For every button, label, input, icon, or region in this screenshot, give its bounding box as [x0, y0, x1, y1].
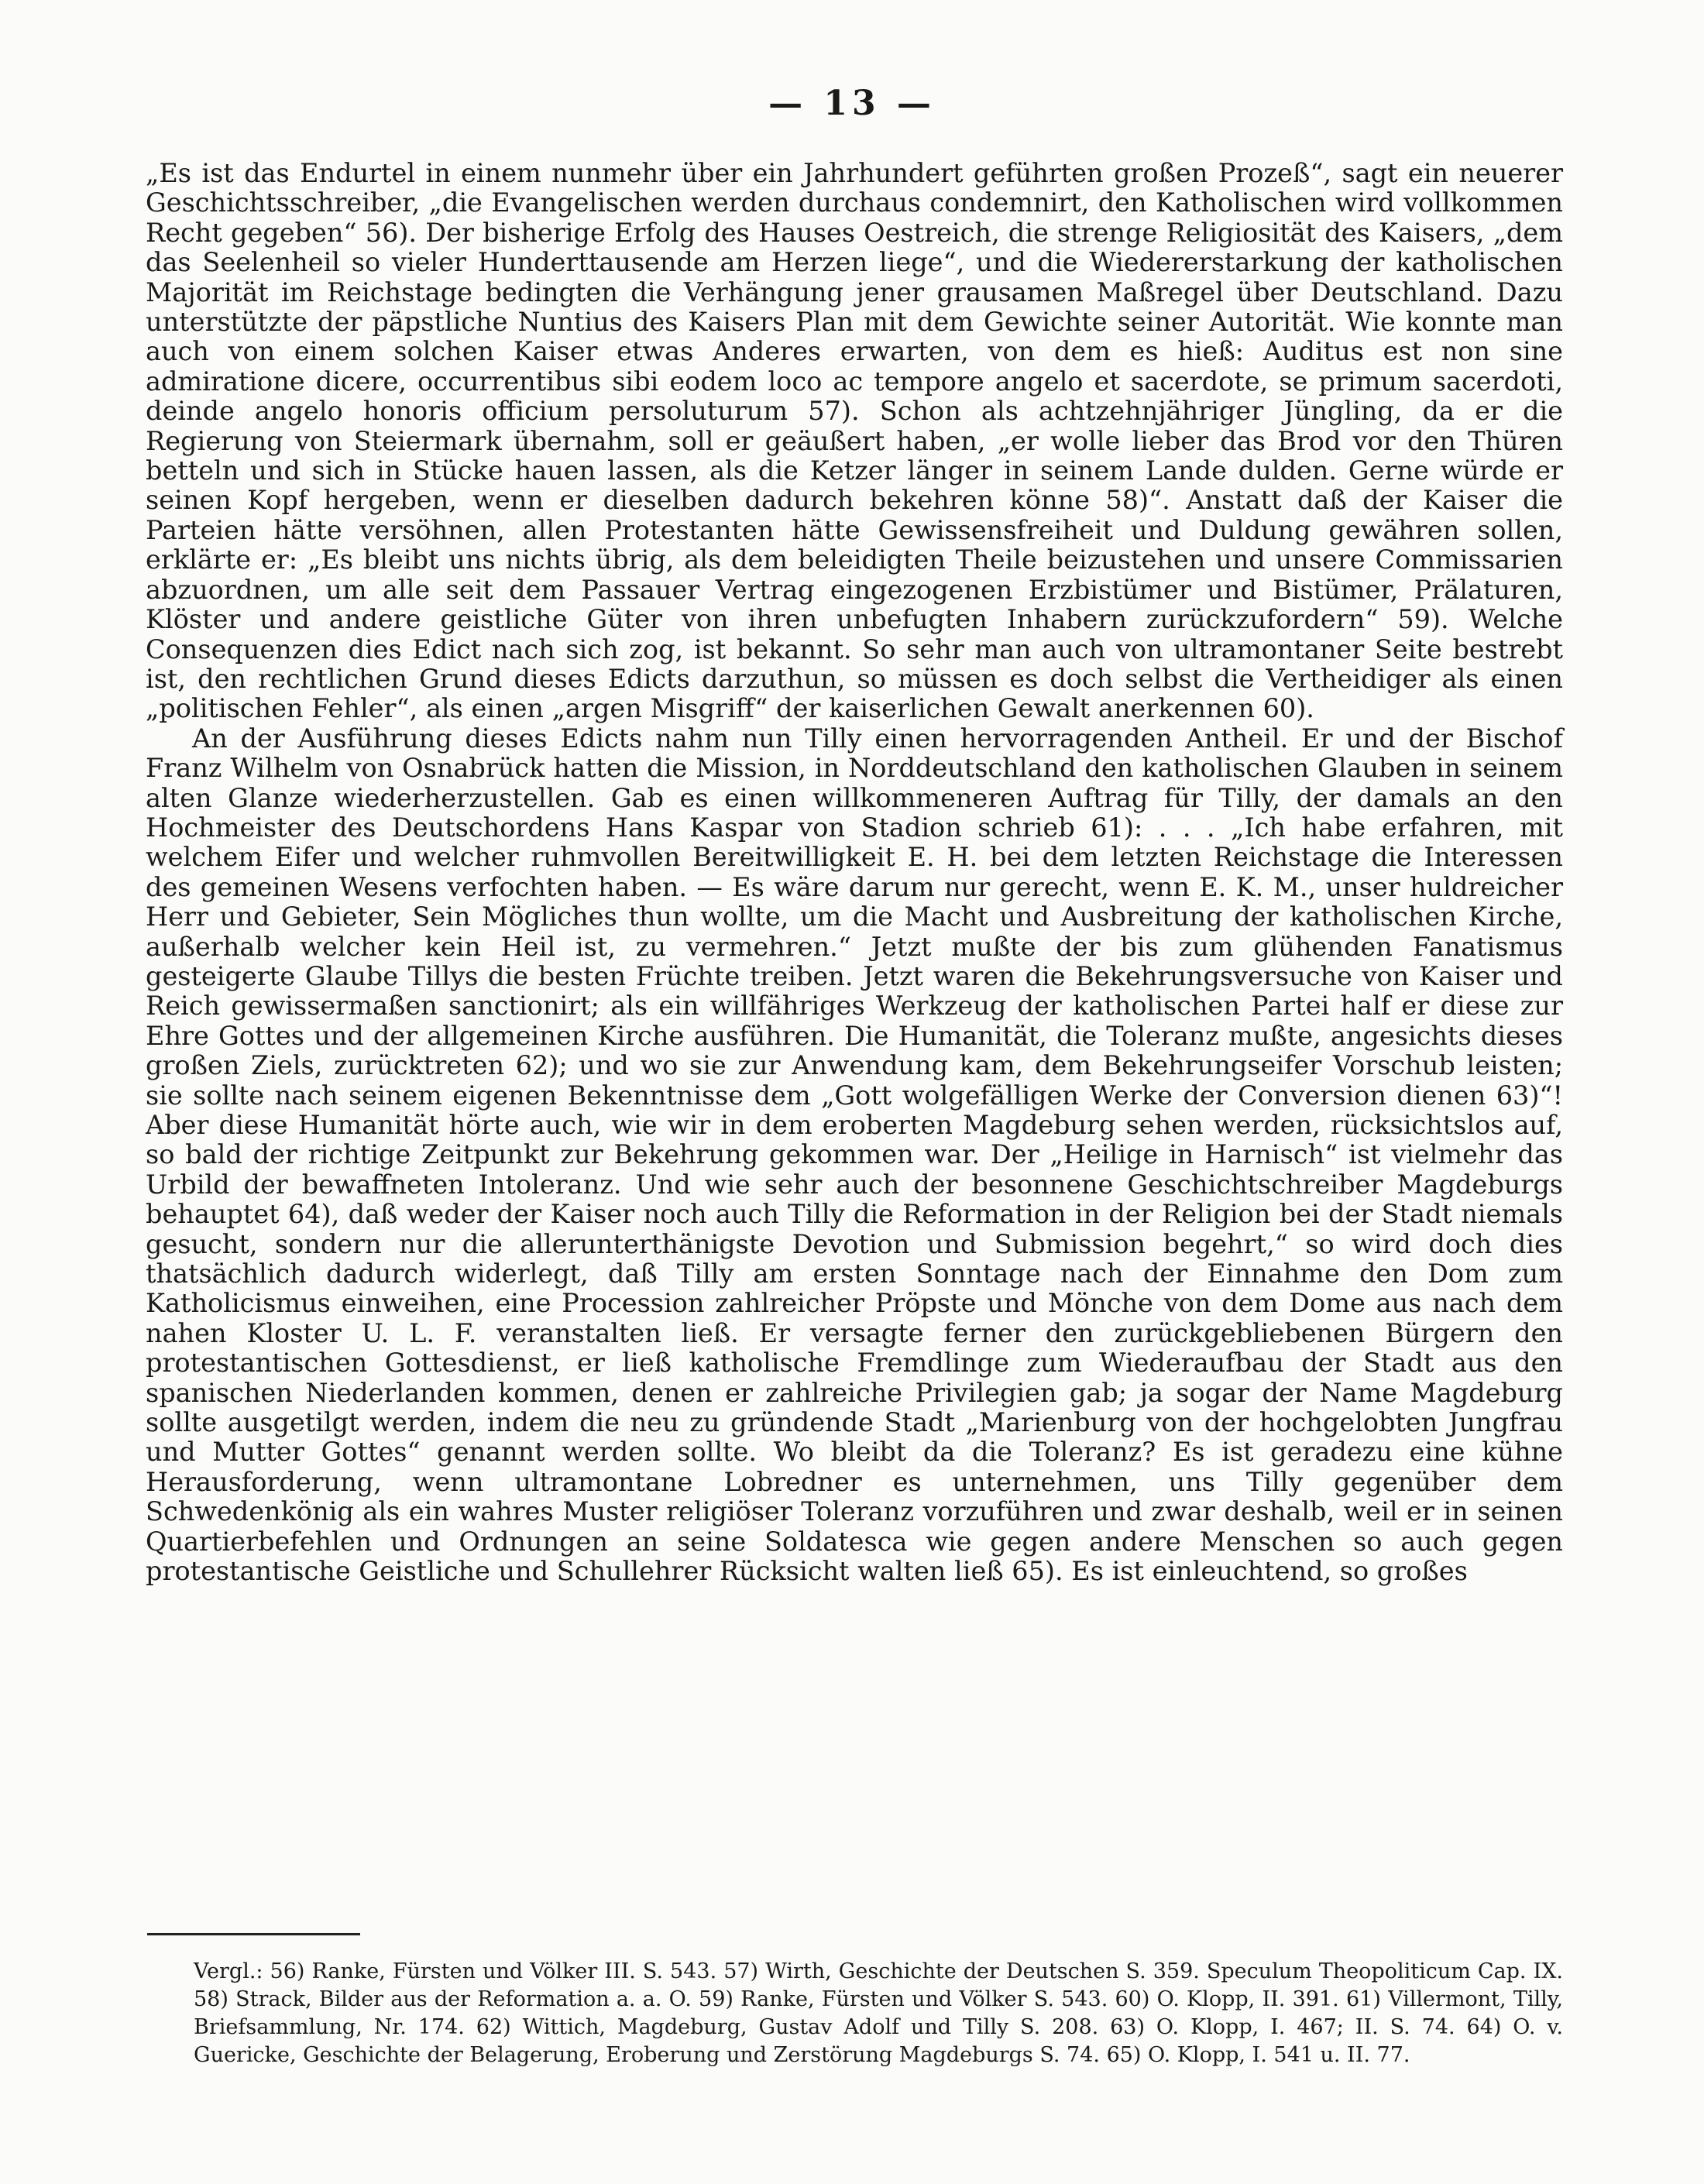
paragraph-1: „Es ist das Endurtel in einem nunmehr über ein Jahrhundert geführten großen Prozeß“, sagt ein neuerer Geschichtsschreiber, „die Evangelischen werden durchaus condemnirt, den Katholischen wird vollkommen Recht gegeben“ 56). Der bisherige Erfolg des Hauses Oestreich, die strenge Religiosität des Kaisers, „dem das Seelenheil so vieler Hunderttausende am Herzen liege“, und die Wiedererstarkung der katholischen Majorität im Reichstage bedingten die Verhängung jener grausamen Maßregel über Deutschland. Dazu unterstützte der päpstliche Nuntius des Kaisers Plan mit dem Gewichte seiner Autorität. Wie konnte man auch von einem solchen Kaiser etwas Anderes erwarten, von dem es hieß: Auditus est non sine admiratione dicere, occurrentibus sibi eodem loco ac tempore angelo et sacerdote, se primum sacerdoti, deinde angelo honoris officium persoluturum 57). Schon als achtzehnjähriger Jüngling, da er die Regierung von Steiermark übernahm, soll er geäußert haben, „er wolle lieber das Brod vor den Thüren betteln und sich in Stücke hauen lassen, als die Ketzer länger in seinem Lande dulden. Gerne würde er seinen Kopf hergeben, wenn er dieselben dadurch bekehren könne 58)“. Anstatt daß der Kaiser die Parteien hätte versöhnen, allen Protestanten hätte Gewissensfreiheit und Duldung gewähren sollen, erklärte er: „Es bleibt uns nichts übrig, als dem beleidigten Theile beizustehen und unsere Commissarien abzuordnen, um alle seit dem Passauer Vertrag eingezogenen Erzbistümer und Bistümer, Prälaturen, Klöster und andere geistliche Güter von ihren unbefugten Inhabern zurückzufordern“ 59). Welche Consequenzen dies Edict nach sich zog, ist bekannt. So sehr man auch von ultramontaner Seite bestrebt ist, den rechtlichen Grund dieses Edicts darzuthun, so müssen es doch selbst die Vertheidiger als einen „politischen Fehler“, als einen „argen Misgriff“ der kaiserlichen Gewalt anerkennen 60).: [146, 158, 1563, 724]
body-text: [146, 159, 1563, 1587]
footnote-text: Vergl.: 56) Ranke, Fürsten und Völker III. S. 543. 57) Wirth, Geschichte der Deutschen S. 359. Speculum Theopoliticum Cap. IX. 58) Strack, Bilder aus der Reformation a. a. O. 59) Ranke, Fürsten und Völker S. 543. 60) O. Klopp, II. 391. 61) Villermont, Tilly, Briefsammlung, Nr. 174. 62) Wittich, Magdeburg, Gustav Adolf und Tilly S. 208. 63) O. Klopp, I. 467; II. S. 74. 64) O. v. Guericke, Geschichte der Belagerung, Eroberung und Zerstörung Magdeburgs S. 74. 65) O. Klopp, I. 541 u. II. 77.: [194, 1959, 1563, 2067]
page-number: — 13 —: [768, 84, 936, 123]
paragraph-2: An der Ausführung dieses Edicts nahm nun Tilly einen hervorragenden Antheil. Er und der Bischof Franz Wilhelm von Osnabrück hatten die Mission, in Norddeutschland den katholischen Glauben in seinem alten Glanze wiederherzustellen. Gab es einen willkommeneren Auftrag für Tilly, der damals an den Hochmeister des Deutschordens Hans Kaspar von Stadion schrieb 61): . . . „Ich habe erfahren, mit welchem Eifer und welcher ruhmvollen Bereitwilligkeit E. H. bei dem letzten Reichstage die Interessen des gemeinen Wesens verfochten haben. — Es wäre darum nur gerecht, wenn E. K. M., unser huldreicher Herr und Gebieter, Sein Mögliches thun wollte, um die Macht und Ausbreitung der katholischen Kirche, außerhalb welcher kein Heil ist, zu vermehren.“ Jetzt mußte der bis zum glühenden Fanatismus gesteigerte Glaube Tillys die besten Früchte treiben. Jetzt waren die Bekehrungsversuche von Kaiser und Reich gewissermaßen sanctionirt; als ein willfähriges Werkzeug der katholischen Partei half er diese zur Ehre Gottes und der allgemeinen Kirche ausführen. Die Humanität, die Toleranz mußte, angesichts dieses großen Ziels, zurücktreten 62); und wo sie zur Anwendung kam, dem Bekehrungseifer Vorschub leisten; sie sollte nach seinem eigenen Bekenntnisse dem „Gott wolgefälligen Werke der Conversion dienen 63)“! Aber diese Humanität hörte auch, wie wir in dem eroberten Magdeburg sehen werden, rücksichtslos auf, so bald der richtige Zeitpunkt zur Bekehrung gekommen war. Der „Heilige in Harnisch“ ist vielmehr das Urbild der bewaffneten Intoleranz. Und wie sehr auch der besonnene Geschichtschreiber Magdeburgs behauptet 64), daß weder der Kaiser noch auch Tilly die Reformation in der Religion bei der Stadt niemals gesucht, sondern nur die allerunterthänigste Devotion und Submission begehrt,“ so wird doch dies thatsächlich dadurch widerlegt, daß Tilly am ersten Sonntage nach der Einnahme den Dom zum Katholicismus einweihen, eine Procession zahlreicher Pröpste und Mönche von dem Dome aus nach dem nahen Kloster U. L. F. veranstalten ließ. Er versagte ferner den zurückgebliebenen Bürgern den protestantischen Gottesdienst, er ließ katholische Fremdlinge zum Wiederaufbau der Stadt aus den spanischen Niederlanden kommen, denen er zahlreiche Privilegien gab; ja sogar der Name Magdeburg sollte ausgetilgt werden, indem die neu zu gründende Stadt „Marienburg von der hochgelobten Jungfrau und Mutter Gottes“ genannt werden sollte. Wo bleibt da die Toleranz? Es ist geradezu eine kühne Herausforderung, wenn ultramontane Lobredner es unternehmen, uns Tilly gegenüber dem Schwedenkönig als ein wahres Muster religiöser Toleranz vorzuführen und zwar deshalb, weil er in seinen Quartierbefehlen und Ordnungen an seine Soldatesca wie gegen andere Menschen so auch gegen protestantische Geistliche und Schullehrer Rücksicht walten ließ 65). Es ist einleuchtend, so großes: [146, 723, 1563, 1587]
footnote-divider: [147, 1933, 360, 1935]
footnotes: [194, 1958, 1563, 2069]
